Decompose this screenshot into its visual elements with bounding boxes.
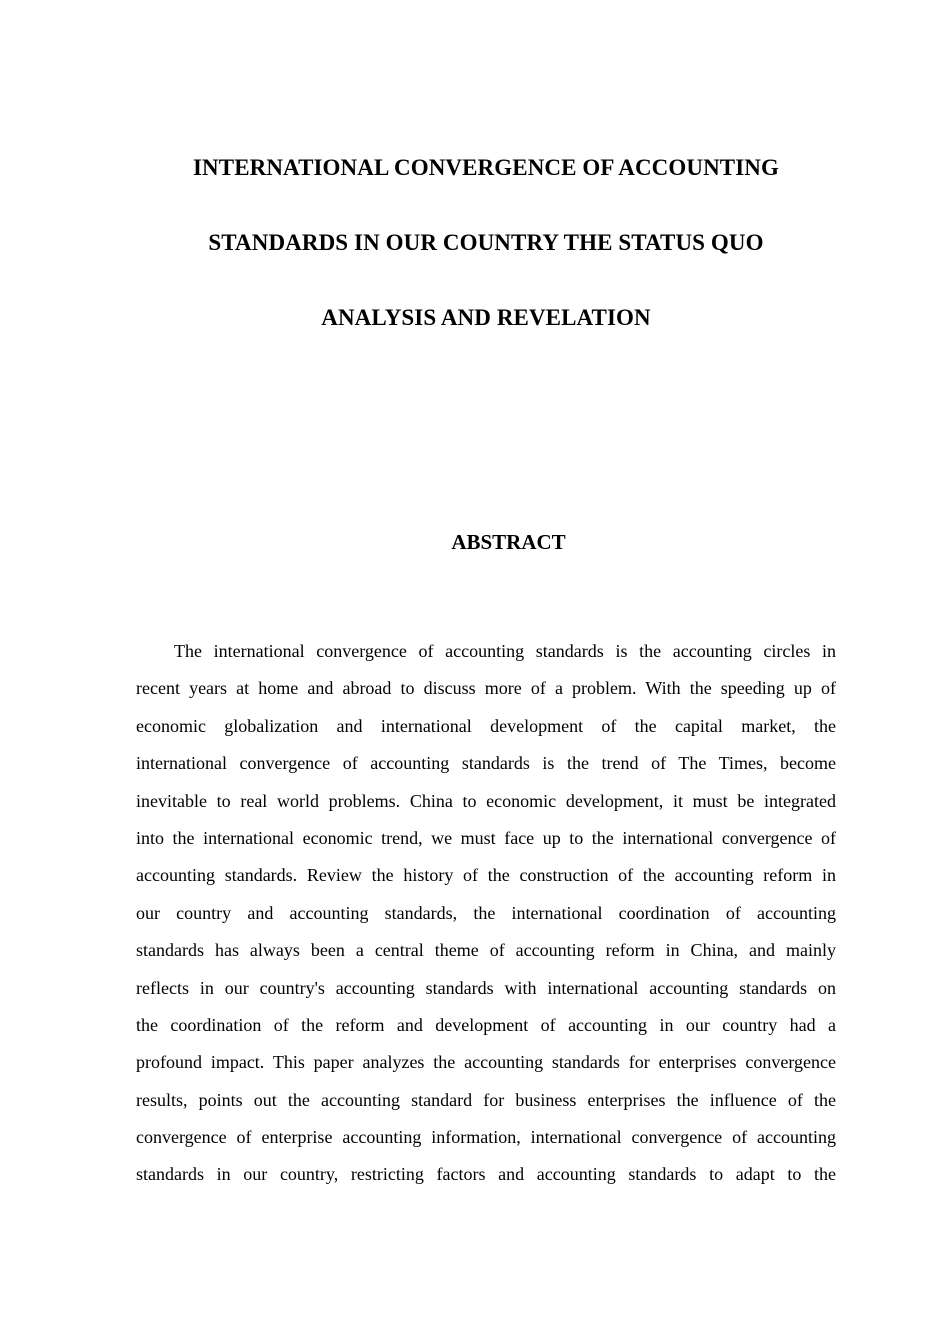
title-line-2: STANDARDS IN OUR COUNTRY THE STATUS QUO — [208, 230, 764, 255]
abstract-line: recent years at home and abroad to discuss more of a problem. With the speeding up of — [136, 678, 836, 699]
abstract-paragraph — [136, 633, 836, 1194]
abstract-line: The international convergence of accounting standards is the accounting circles in — [174, 641, 836, 661]
abstract-line: our country and accounting standards, the international coordination of accounting — [136, 902, 836, 923]
abstract-line: inevitable to real world problems. China to economic development, it must be integrated — [136, 790, 836, 811]
abstract-line: accounting standards. Review the history of the construction of the accounting reform in — [136, 865, 836, 886]
abstract-line: convergence of enterprise accounting information, international convergence of accounting — [136, 1127, 836, 1148]
title-line-1: INTERNATIONAL CONVERGENCE OF ACCOUNTING — [193, 155, 779, 180]
abstract-line: economic globalization and international development of the capital market, the — [136, 715, 836, 736]
abstract-line: standards has always been a central theme of accounting reform in China, and mainly — [136, 940, 836, 961]
abstract-line: results, points out the accounting standard for business enterprises the influence of the — [136, 1089, 836, 1110]
abstract-line: the coordination of the reform and development of accounting in our country had a — [136, 1014, 836, 1035]
abstract-line: international convergence of accounting standards is the trend of The Times, become — [136, 753, 836, 774]
abstract-line: into the international economic trend, we must face up to the international convergence of — [136, 827, 836, 848]
abstract-line: reflects in our country's accounting standards with international accounting standards on — [136, 977, 836, 998]
document-title — [136, 130, 836, 355]
title-line-3: ANALYSIS AND REVELATION — [321, 305, 651, 330]
abstract-line: profound impact. This paper analyzes the accounting standards for enterprises convergence — [136, 1052, 836, 1073]
abstract-line: standards in our country, restricting factors and accounting standards to adapt to the — [136, 1164, 836, 1185]
abstract-heading: ABSTRACT — [451, 530, 566, 554]
